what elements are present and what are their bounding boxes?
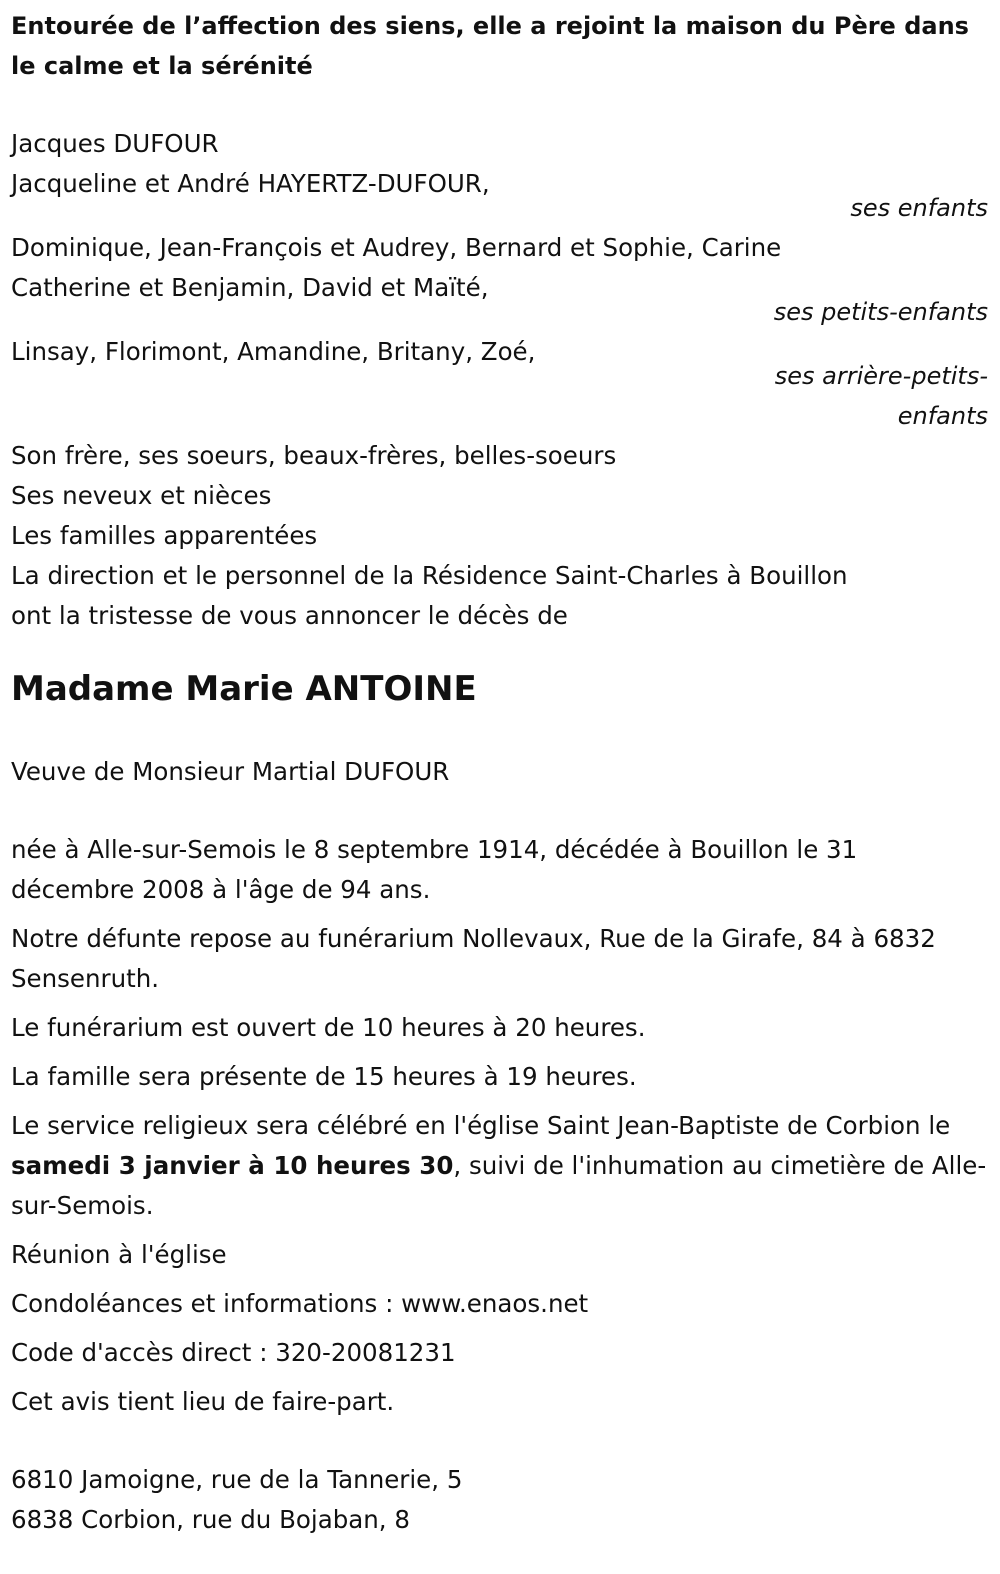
- access-code: Code d'accès direct : 320-20081231: [11, 1338, 456, 1367]
- others-section: [11, 436, 988, 636]
- role-label: ses arrière-petits-: [774, 362, 988, 390]
- greatgrandchildren-section: [11, 332, 988, 436]
- family-line: Jacqueline et André HAYERTZ-DUFOUR,: [11, 169, 490, 198]
- family-line: La direction et le personnel de la Résidence Saint-Charles à Bouillon: [11, 561, 848, 590]
- service-text: , suivi de l'inhumation au cimetière de Alle-sur-Semois.: [11, 1151, 987, 1220]
- role-label: ses enfants: [850, 194, 988, 222]
- notice: Cet avis tient lieu de faire-part.: [11, 1387, 395, 1416]
- meeting: Réunion à l'église: [11, 1240, 227, 1269]
- widow-of: Veuve de Monsieur Martial DUFOUR: [11, 757, 450, 786]
- family-line: Son frère, ses soeurs, beaux-frères, belles-soeurs: [11, 441, 617, 470]
- service-details: [11, 1106, 988, 1226]
- role-label: enfants: [897, 402, 988, 430]
- born-died: née à Alle-sur-Semois le 8 septembre 1914, décédée à Bouillon le 31 décembre 2008 à l'âge de 94 ans.: [11, 835, 858, 904]
- family-line: Les familles apparentées: [11, 521, 318, 550]
- intro-text: Entourée de l’affection des siens, elle a rejoint la maison du Père dans le calme et la sérénité: [11, 12, 969, 80]
- family-line: Catherine et Benjamin, David et Maïté,: [11, 273, 489, 302]
- family-line: Linsay, Florimont, Amandine, Britany, Zoé,: [11, 337, 536, 366]
- deceased-name: Madame Marie ANTOINE: [11, 669, 477, 709]
- condolences: Condoléances et informations : www.enaos.net: [11, 1289, 589, 1318]
- family-line: Ses neveux et nièces: [11, 481, 272, 510]
- family-line: ont la tristesse de vous annoncer le décès de: [11, 601, 568, 630]
- grandchildren-section: [11, 228, 988, 332]
- address-line: 6810 Jamoigne, rue de la Tannerie, 5: [11, 1465, 463, 1494]
- addresses: [11, 1460, 988, 1540]
- service-text: Le service religieux sera célébré en l'église Saint Jean-Baptiste de Corbion le: [11, 1111, 951, 1140]
- children-section: [11, 124, 988, 228]
- role-label: ses petits-enfants: [773, 298, 988, 326]
- address-line: 6838 Corbion, rue du Bojaban, 8: [11, 1505, 410, 1534]
- family-line: Dominique, Jean-François et Audrey, Bernard et Sophie, Carine: [11, 233, 782, 262]
- family-line: Jacques DUFOUR: [11, 129, 219, 158]
- open-hours: Le funérarium est ouvert de 10 heures à 20 heures.: [11, 1013, 646, 1042]
- family-present: La famille sera présente de 15 heures à 19 heures.: [11, 1062, 637, 1091]
- rests-at: Notre défunte repose au funérarium Nollevaux, Rue de la Girafe, 84 à 6832 Sensenruth.: [11, 924, 936, 993]
- service-datetime: samedi 3 janvier à 10 heures 30: [11, 1151, 454, 1180]
